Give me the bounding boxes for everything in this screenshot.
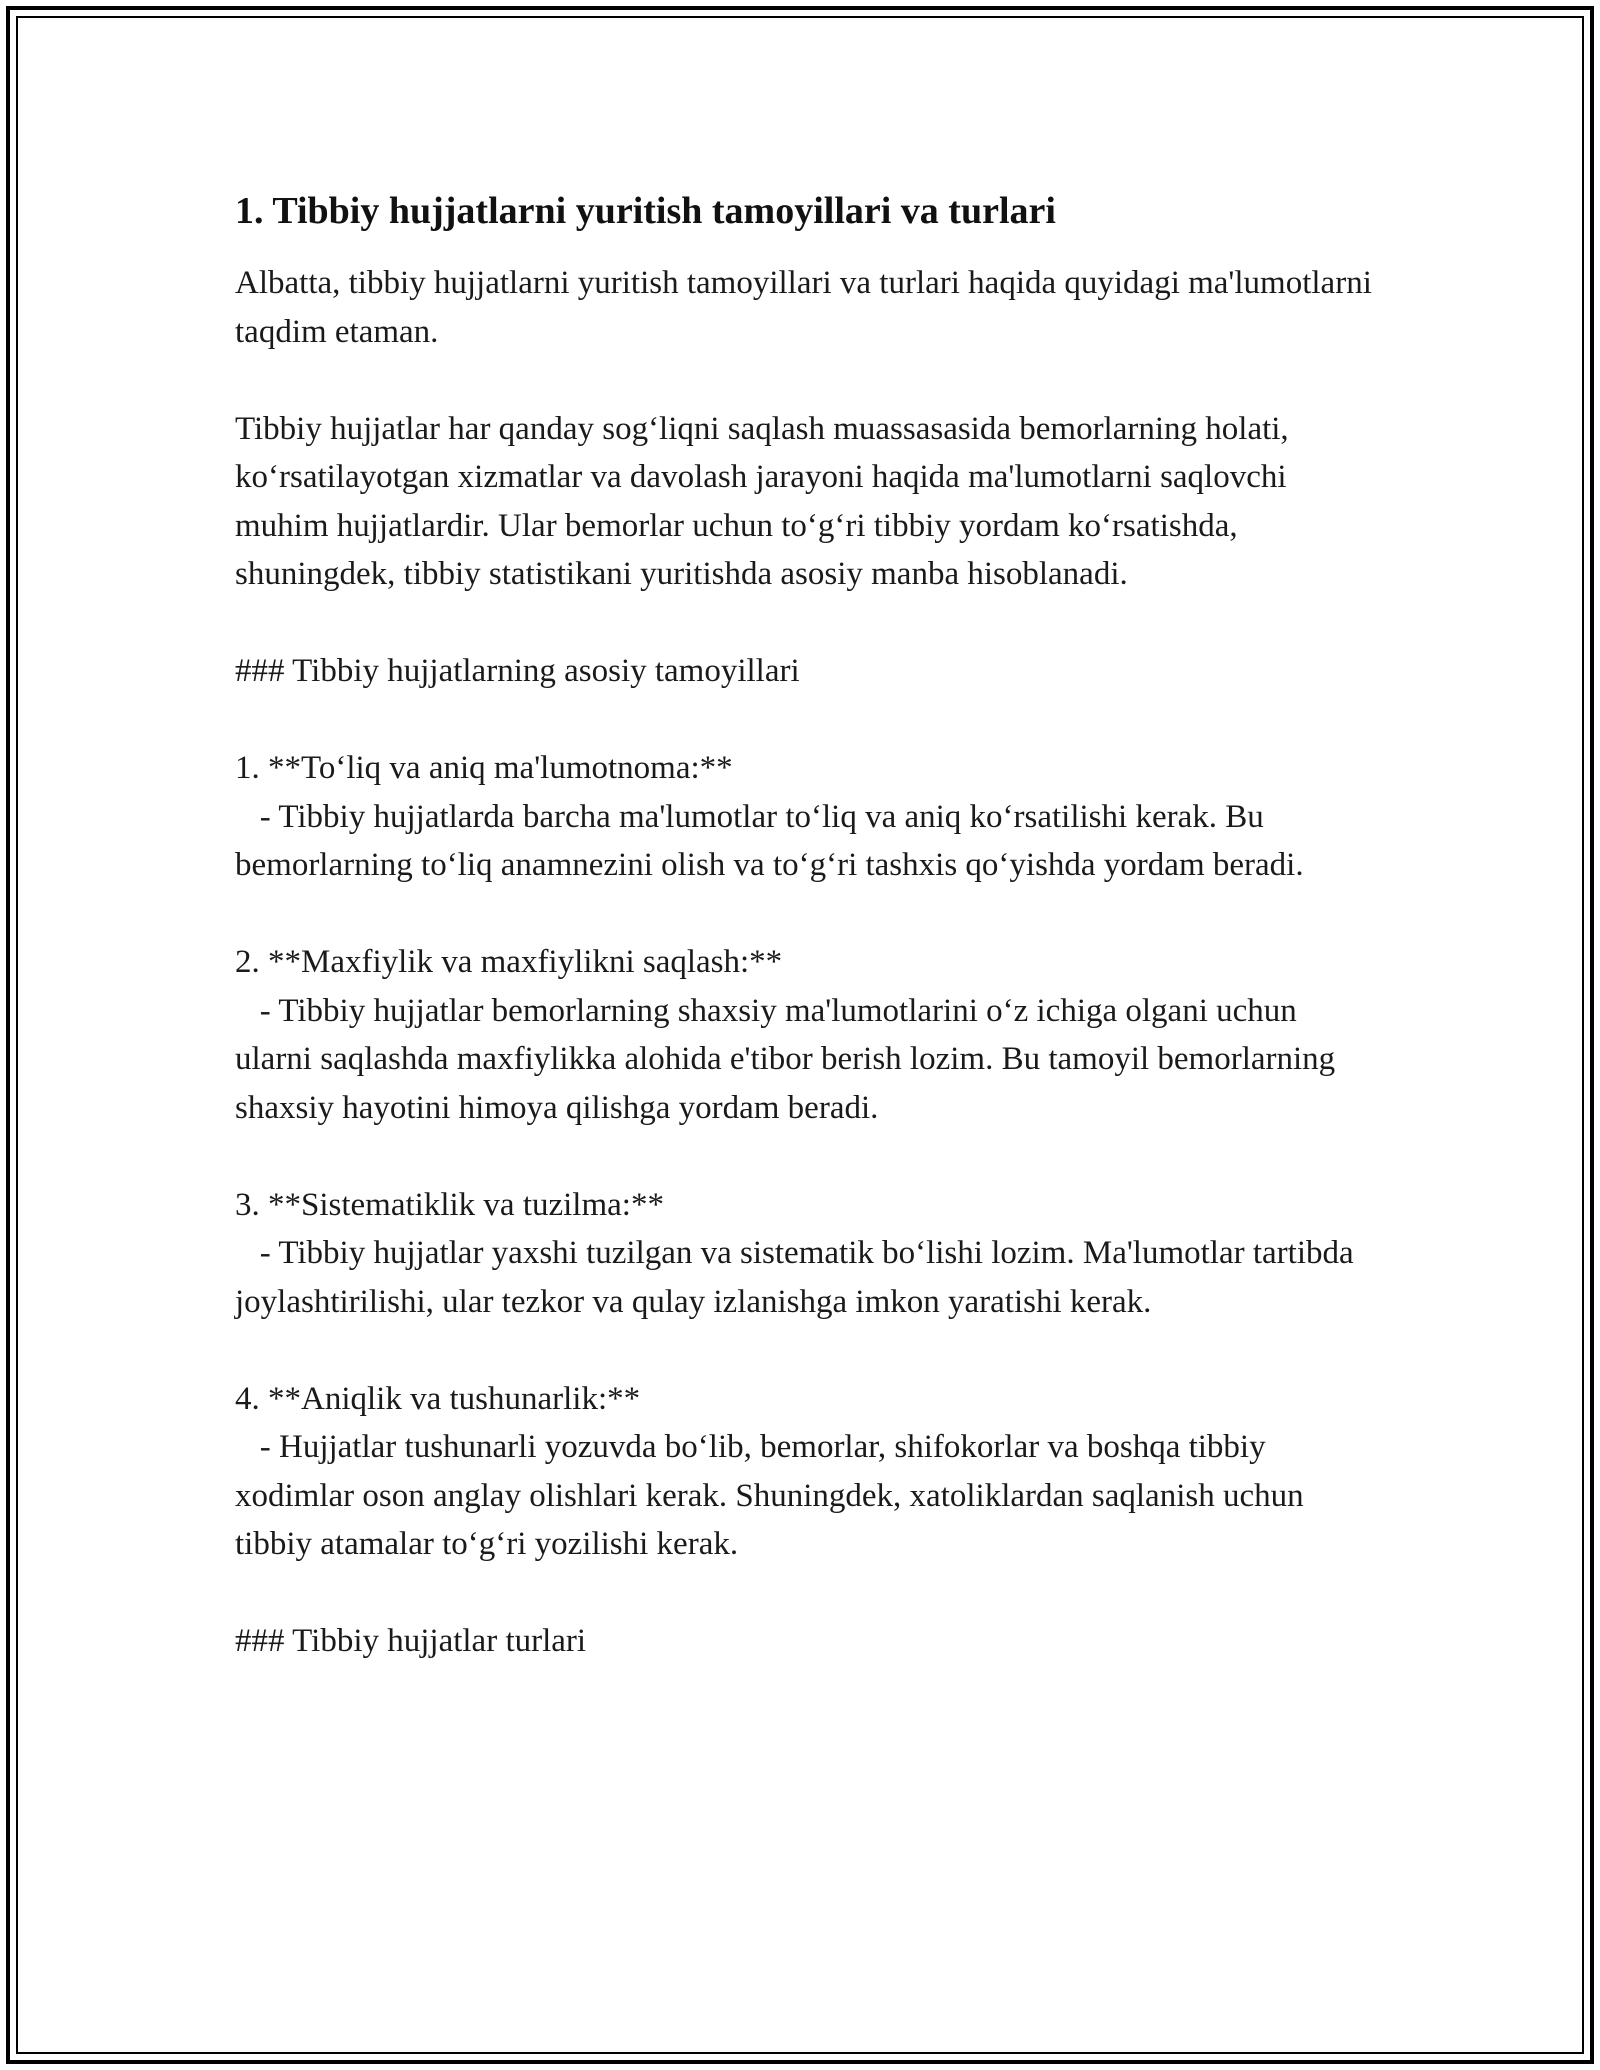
principle-1-heading: 1. **To‘liq va aniq ma'lumotnoma:**	[235, 750, 733, 786]
principle-4-heading: 4. **Aniqlik va tushunarlik:**	[235, 1380, 641, 1417]
paragraph-spacer	[235, 356, 1375, 405]
overview-paragraph: Tibbiy hujjatlar har qanday sog‘liqni saqlash muassasasida bemorlarning holati, ko‘rsatilayotgan xizmatlar va davolash jarayoni haqida ma'lumotlarni saqlovchi muhim hujjatlardir. Ular bemorlar uchun to‘g‘ri tibbiy yordam ko‘rsatishda, shuningdek, tibbiy statistikani yuritishda asosiy manba hisoblanadi.	[235, 410, 1297, 592]
types-section-heading: ### Tibbiy hujjatlar turlari	[235, 1623, 587, 1659]
document-body	[235, 185, 1381, 1666]
principle-1-text: - Tibbiy hujjatlarda barcha ma'lumotlar to‘liq va aniq ko‘rsatilishi kerak. Bu bemorlarning to‘liq anamnezini olish va to‘g‘ri tashxis qo‘yishda yordam beradi.	[235, 798, 1304, 883]
paragraph-spacer	[235, 696, 1375, 745]
paragraph-spacer	[235, 890, 1375, 939]
paragraph-spacer	[235, 1326, 1375, 1375]
paragraph-spacer	[235, 599, 1375, 648]
principle-4-text: - Hujjatlar tushunarli yozuvda bo‘lib, bemorlar, shifokorlar va boshqa tibbiy xodimlar oson anglay olishlari kerak. Shuningdek, xatoliklardan saqlanish uchun tibbiy atamalar to‘g‘ri yozilishi kerak.	[235, 1429, 1312, 1562]
document-title: 1. Tibbiy hujjatlarni yuritish tamoyillari va turlari	[235, 190, 1056, 232]
paragraph-spacer	[235, 1132, 1375, 1181]
principles-section-heading: ### Tibbiy hujjatlarning asosiy tamoyillari	[235, 653, 800, 689]
principle-2-heading: 2. **Maxfiylik va maxfiylikni saqlash:**	[235, 944, 783, 980]
principle-3-heading: 3. **Sistematiklik va tuzilma:**	[235, 1186, 664, 1223]
principle-3-text: - Tibbiy hujjatlar yaxshi tuzilgan va sistematik bo‘lishi lozim. Ma'lumotlar tartibda joylashtirilishi, ular tezkor va qulay izlanishga imkon yaratishi kerak.	[235, 1235, 1362, 1320]
paragraph-spacer	[235, 1569, 1375, 1618]
principle-2-text: - Tibbiy hujjatlar bemorlarning shaxsiy ma'lumotlarini o‘z ichiga olgani uchun ularni saqlashda maxfiylikka alohida e'tibor berish lozim. Bu tamoyil bemorlarning shaxsiy hayotini himoya qilishga yordam beradi.	[235, 992, 1344, 1126]
intro-paragraph: Albatta, tibbiy hujjatlarni yuritish tamoyillari va turlari haqida quyidagi ma'lumotlarni taqdim etaman.	[235, 265, 1381, 350]
